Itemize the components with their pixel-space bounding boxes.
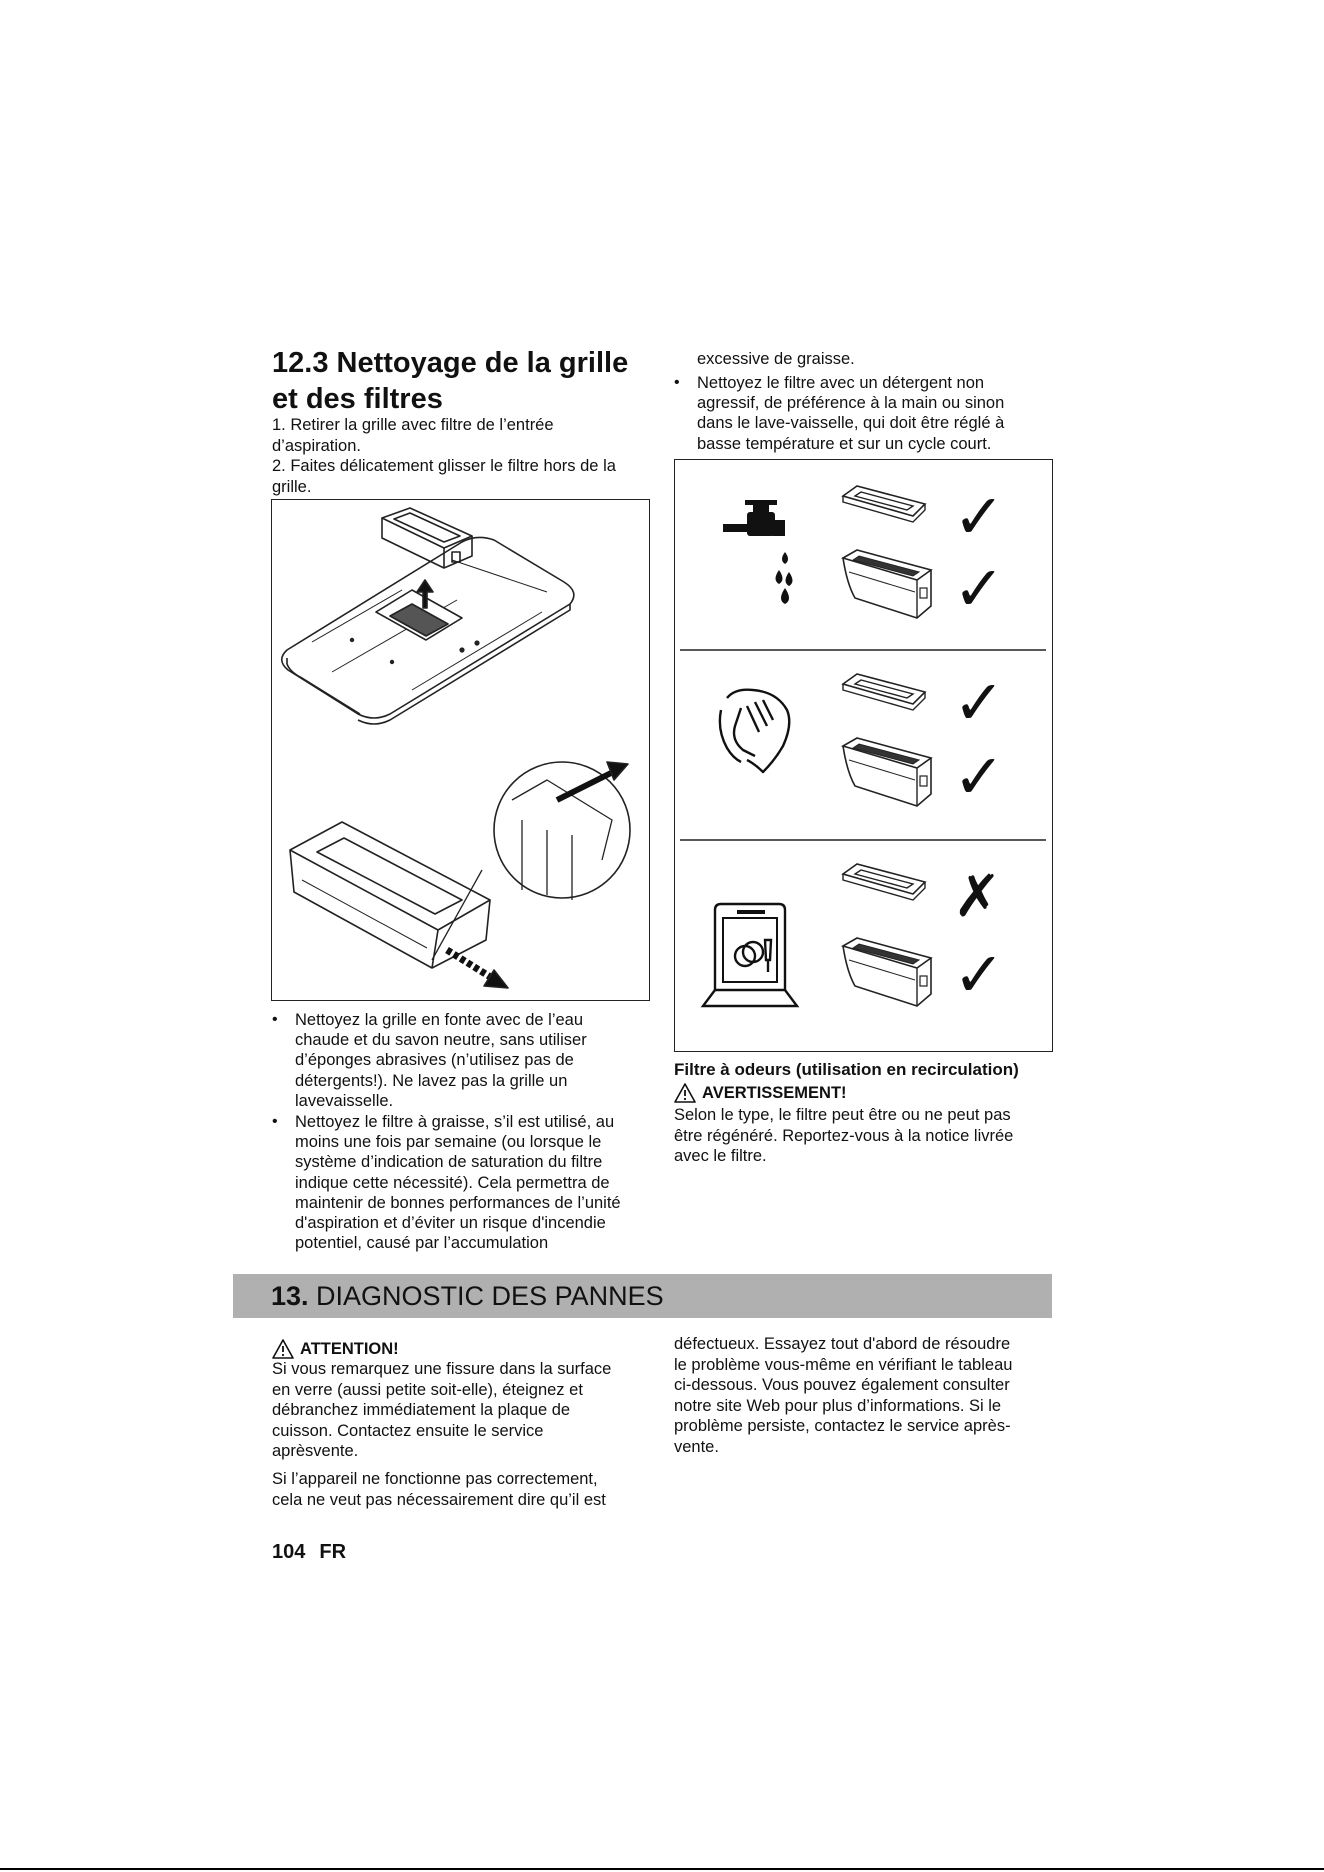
bullet-1-line: détergents!). Ne lavez pas la grille un	[295, 1071, 568, 1090]
warning-label: AVERTISSEMENT!	[702, 1084, 847, 1102]
text-line: cela ne veut pas nécessairement dire qu’il est	[272, 1490, 606, 1509]
filter-tray-icon	[843, 738, 931, 806]
page-footer	[272, 1541, 346, 1564]
bullet-1-line: • Nettoyez la grille en fonte avec de l’eau	[295, 1011, 584, 1029]
text-line: aprèsvente.	[272, 1442, 359, 1460]
page-number: 104	[272, 1541, 306, 1563]
grille-frame-icon	[843, 674, 925, 710]
warning-line	[674, 1082, 847, 1104]
text-line: Si vous remarquez une fissure dans la surface	[272, 1360, 612, 1378]
troubleshoot-text	[674, 1334, 1064, 1457]
bullet-line: dans le lave-vaisselle, qui doit être réglé à	[697, 414, 1005, 433]
section-title: DIAGNOSTIC DES PANNES	[308, 1281, 664, 1311]
filter-tray-icon	[843, 938, 931, 1006]
tap-water-icon	[723, 500, 793, 604]
bullet-line: • Nettoyez le filtre avec un détergent non	[697, 374, 985, 392]
text-line: en verre (aussi petite soit-elle), éteignez et	[272, 1380, 583, 1399]
steps	[272, 415, 662, 497]
text-line: défectueux. Essayez tout d'abord de résoudre	[674, 1335, 1011, 1353]
bullet-2-line: d'aspiration et d’éviter un risque d'incendie	[295, 1214, 606, 1233]
check-icon: ✓	[953, 480, 1005, 553]
attention-text	[272, 1359, 662, 1462]
warning-triangle-icon	[674, 1083, 696, 1103]
bullet-2-line: potentiel, causé par l’accumulation	[295, 1234, 549, 1253]
grille-frame-icon	[843, 864, 925, 900]
step-1-line-a: 1. Retirer la grille avec filtre de l’entrée	[272, 416, 554, 434]
language-code: FR	[319, 1541, 347, 1563]
text-line: avec le filtre.	[674, 1147, 767, 1165]
text-line: problème persiste, contactez le service après-	[674, 1417, 1011, 1435]
cleaning-methods-figure	[674, 459, 1053, 1052]
check-icon: ✓	[953, 666, 1005, 739]
bullet-2-line: maintenir de bonnes performances de l’unité	[295, 1193, 621, 1212]
bullet-1-line: lavevaisselle.	[295, 1091, 394, 1110]
right-bullet-list	[674, 373, 1054, 454]
grille-removal-illustration	[272, 500, 648, 999]
text-line: Si l’appareil ne fonctionne pas correctement,	[272, 1470, 598, 1488]
odour-filter-heading: Filtre à odeurs (utilisation en recirculation)	[674, 1060, 1019, 1079]
check-icon: ✓	[953, 740, 1005, 813]
section-13-banner	[233, 1274, 1052, 1318]
cross-icon: ✗	[953, 862, 1002, 930]
section-title-12-3	[272, 345, 628, 417]
bullet-2-line: système d’indication de saturation du filtre	[295, 1153, 603, 1172]
text-line: vente.	[674, 1437, 719, 1456]
cleaning-methods-illustration	[675, 460, 1051, 1050]
continuation-text: excessive de graisse.	[697, 350, 855, 368]
hand-cloth-icon	[720, 690, 789, 772]
odour-filter-text	[674, 1105, 1054, 1167]
section-number: 13.	[271, 1281, 309, 1311]
bullet-2-line: indique cette nécessité). Cela permettra de	[295, 1173, 610, 1192]
filter-tray-icon	[843, 550, 931, 618]
text-line: Selon le type, le filtre peut être ou ne peut pas	[674, 1106, 1011, 1124]
dishwasher-icon	[703, 904, 797, 1006]
check-icon: ✓	[953, 938, 1005, 1011]
grille-removal-figure	[271, 499, 650, 1001]
step-2-line-a: 2. Faites délicatement glisser le filtre hors de la	[272, 457, 616, 475]
title-line-1: 12.3 Nettoyage de la grille	[272, 347, 629, 379]
text-line: débranchez immédiatement la plaque de	[272, 1401, 571, 1419]
bullet-filter-cleaning	[272, 1112, 652, 1253]
step-1-line-b: d’aspiration.	[272, 436, 361, 455]
bullet-grille-cleaning	[272, 1010, 652, 1111]
grille-frame-icon	[843, 486, 925, 522]
bottom-rule	[0, 1868, 1324, 1870]
attention-label: ATTENTION!	[300, 1340, 399, 1358]
bullet-2-line: • Nettoyez le filtre à graisse, s’il est utilisé, au	[295, 1113, 615, 1132]
bullet-1-line: chaude et du savon neutre, sans utiliser	[295, 1031, 587, 1050]
left-bullet-list	[272, 1010, 652, 1253]
text-line: notre site Web pour plus d’informations. Si le	[674, 1396, 1002, 1415]
text-line: cuisson. Contactez ensuite le service	[272, 1421, 544, 1440]
text-line: ci-dessous. Vous pouvez également consulter	[674, 1376, 1010, 1394]
step-2-line-b: grille.	[272, 477, 312, 496]
warning-triangle-icon	[272, 1339, 294, 1359]
check-icon: ✓	[953, 552, 1005, 625]
text-line: être régénéré. Reportez-vous à la notice livrée	[674, 1126, 1014, 1145]
bullet-1-line: d’éponges abrasives (n’utilisez pas de	[295, 1051, 574, 1070]
bullet-detergent	[674, 373, 1054, 454]
malfunction-text	[272, 1469, 662, 1510]
bullet-line: agressif, de préférence à la main ou sinon	[697, 394, 1005, 413]
bullet-line: basse température et sur un cycle court.	[697, 434, 992, 453]
attention-line	[272, 1338, 399, 1360]
title-line-2: et des filtres	[272, 383, 443, 415]
text-line: le problème vous-même en vérifiant le tableau	[674, 1355, 1013, 1374]
bullet-2-line: moins une fois par semaine (ou lorsque le	[295, 1133, 602, 1152]
